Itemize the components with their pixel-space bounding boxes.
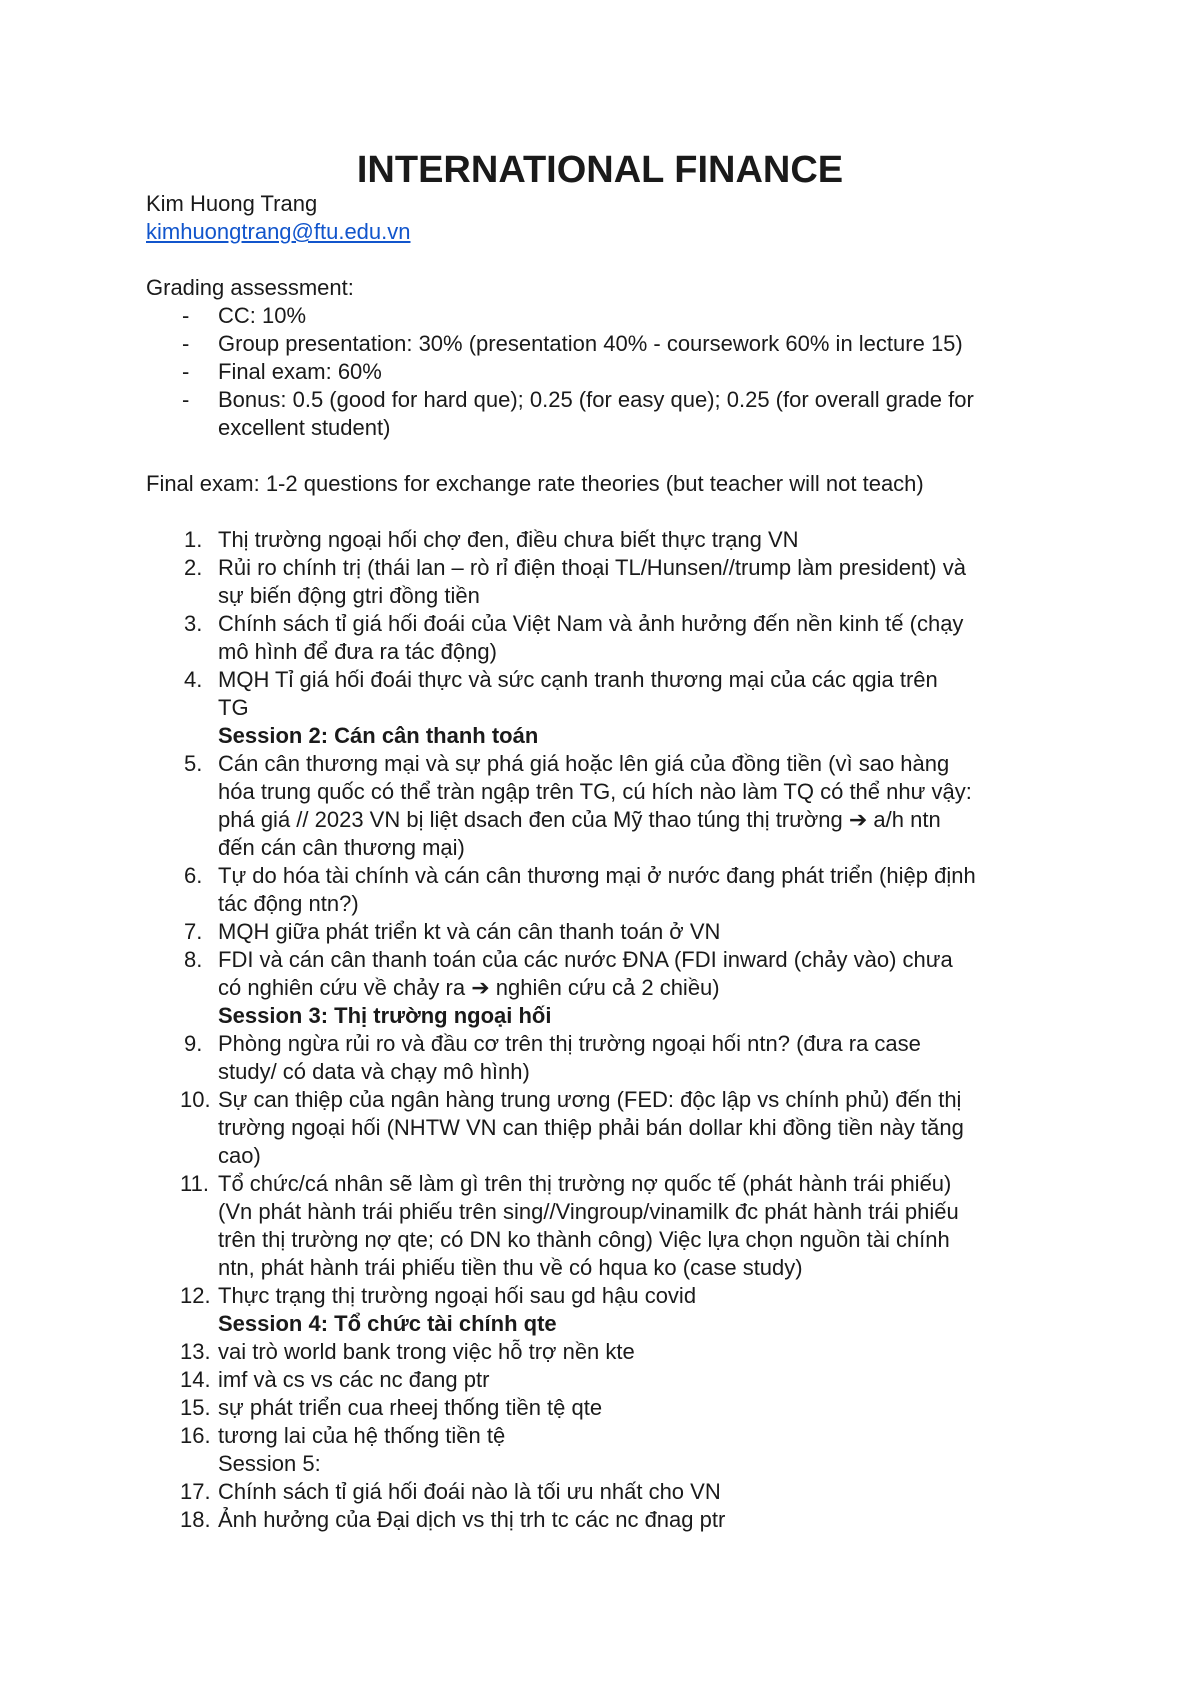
- list-item-text: đến cán cân thương mại): [218, 835, 465, 860]
- list-item-text: Cán cân thương mại và sự phá giá hoặc lên giá của đồng tiền (vì sao hàng: [218, 751, 950, 776]
- list-item-text: Phòng ngừa rủi ro và đầu cơ trên thị trường ngoại hối ntn? (đưa ra case: [218, 1031, 921, 1056]
- list-item: [146, 1338, 1066, 1366]
- list-marker: 2.: [184, 555, 203, 580]
- list-marker: 9.: [184, 1031, 203, 1056]
- list-marker: 8.: [184, 947, 203, 972]
- list-item: [146, 330, 1066, 358]
- list-item: [146, 1366, 1066, 1394]
- list-marker: 14.: [180, 1367, 211, 1392]
- list-item-text: Final exam: 60%: [218, 359, 382, 384]
- list-item-text: excellent student): [218, 415, 391, 440]
- list-item-text: FDI và cán cân thanh toán của các nước ĐNA (FDI inward (chảy vào) chưa: [218, 947, 953, 972]
- list-item-text: phá giá // 2023 VN bị liệt dsach đen của Mỹ thao túng thị trường ➔ a/h ntn: [218, 807, 941, 832]
- list-item: [146, 862, 1066, 918]
- list-item: [146, 1170, 1066, 1282]
- blank-line: [146, 442, 1066, 470]
- session-heading: Session 4: Tổ chức tài chính qte: [218, 1311, 557, 1336]
- list-item-text: Thị trường ngoại hối chợ đen, điều chưa biết thực trạng VN: [218, 527, 799, 552]
- grading-list: [146, 302, 1066, 442]
- list-marker: 1.: [184, 527, 203, 552]
- list-item-text: TG: [218, 695, 249, 720]
- list-item-text: CC: 10%: [218, 303, 307, 328]
- list-marker: 5.: [184, 751, 203, 776]
- list-item-text: Group presentation: 30% (presentation 40% - coursework 60% in lecture 15): [218, 331, 963, 356]
- list-item-text: hóa trung quốc có thể tràn ngập trên TG, cú hích nào làm TQ có thể như vậy:: [218, 779, 972, 804]
- list-marker: 18.: [180, 1507, 211, 1532]
- list-item-text: có nghiên cứu về chảy ra ➔ nghiên cứu cả 2 chiều): [218, 975, 720, 1000]
- list-item: [146, 1506, 1066, 1534]
- blank-line: [146, 498, 1066, 526]
- list-item-text: Rủi ro chính trị (thái lan – rò rỉ điện thoại TL/Hunsen//trump làm president) và: [218, 555, 966, 580]
- list-item: [146, 610, 1066, 666]
- list-item: [146, 946, 1066, 1002]
- list-item-text: ntn, phát hành trái phiếu tiền thu về có hqua ko (case study): [218, 1255, 803, 1280]
- list-marker: -: [182, 331, 190, 356]
- list-item: [146, 386, 1066, 442]
- list-item-text: Tự do hóa tài chính và cán cân thương mại ở nước đang phát triển (hiệp định: [218, 863, 976, 888]
- list-item: [146, 1030, 1066, 1086]
- list-item: [146, 1422, 1066, 1450]
- list-marker: 6.: [184, 863, 203, 888]
- list-item-text: mô hình để đưa ra tác động): [218, 639, 497, 664]
- list-item: [146, 750, 1066, 862]
- list-item-text: cao): [218, 1143, 261, 1168]
- list-item-text: sự biến động gtri đồng tiền: [218, 583, 480, 608]
- list-item-text: Sự can thiệp của ngân hàng trung ương (FED: độc lập vs chính phủ) đến thị: [218, 1087, 962, 1112]
- list-item-text: MQH giữa phát triển kt và cán cân thanh toán ở VN: [218, 919, 721, 944]
- list-item: [146, 666, 1066, 722]
- list-item: [146, 1394, 1066, 1422]
- list-marker: 3.: [184, 611, 203, 636]
- session-heading: Session 2: Cán cân thanh toán: [218, 723, 539, 748]
- list-item: [146, 1086, 1066, 1170]
- list-marker: 12.: [180, 1283, 211, 1308]
- list-marker: -: [182, 303, 190, 328]
- list-marker: -: [182, 387, 190, 412]
- list-item: [146, 1282, 1066, 1310]
- list-item-text: trên thị trường nợ qte; có DN ko thành công) Việc lựa chọn nguồn tài chính: [218, 1227, 950, 1252]
- list-item-text: study/ có data và chạy mô hình): [218, 1059, 530, 1084]
- session-heading: Session 5:: [218, 1451, 321, 1476]
- author-name: Kim Huong Trang: [146, 191, 318, 216]
- list-item-text: tác động ntn?): [218, 891, 359, 916]
- final-exam-note: Final exam: 1-2 questions for exchange rate theories (but teacher will not teach): [146, 471, 924, 496]
- document-title: INTERNATIONAL FINANCE: [356, 149, 844, 191]
- document-body: [146, 190, 1066, 1534]
- list-marker: 11.: [180, 1171, 209, 1196]
- list-marker: 10.: [180, 1087, 211, 1112]
- list-item: [146, 358, 1066, 386]
- session-heading: Session 3: Thị trường ngoại hối: [218, 1003, 552, 1028]
- list-item-text: imf và cs vs các nc đang ptr: [218, 1367, 490, 1392]
- topic-list: [146, 526, 1066, 1534]
- list-marker: 7.: [184, 919, 203, 944]
- list-item-text: MQH Tỉ giá hối đoái thực và sức cạnh tranh thương mại của các qgia trên: [218, 667, 938, 692]
- list-marker: 17.: [180, 1479, 211, 1504]
- list-item-text: Tổ chức/cá nhân sẽ làm gì trên thị trường nợ quốc tế (phát hành trái phiếu): [218, 1171, 952, 1196]
- list-marker: 15.: [180, 1395, 211, 1420]
- list-item-text: sự phát triển cua rheej thống tiền tệ qte: [218, 1395, 603, 1420]
- list-item-text: Bonus: 0.5 (good for hard que); 0.25 (for easy que); 0.25 (for overall grade for: [218, 387, 974, 412]
- list-item: [146, 918, 1066, 946]
- list-item-text: tương lai của hệ thống tiền tệ: [218, 1423, 506, 1448]
- list-marker: 16.: [180, 1423, 211, 1448]
- list-item: [146, 302, 1066, 330]
- list-item-text: trường ngoại hối (NHTW VN can thiệp phải bán dollar khi đồng tiền này tăng: [218, 1115, 964, 1140]
- list-item: [146, 554, 1066, 610]
- list-item-text: vai trò world bank trong việc hỗ trợ nền kte: [218, 1339, 635, 1364]
- email-link[interactable]: kimhuongtrang@ftu.edu.vn: [146, 219, 411, 244]
- list-marker: 13.: [180, 1339, 211, 1364]
- list-item-text: Thực trạng thị trường ngoại hối sau gd hậu covid: [218, 1283, 697, 1308]
- list-marker: 4.: [184, 667, 203, 692]
- list-marker: -: [182, 359, 190, 384]
- list-item: [146, 526, 1066, 554]
- list-item-text: Chính sách tỉ giá hối đoái nào là tối ưu nhất cho VN: [218, 1479, 721, 1504]
- list-item-text: Ảnh hưởng của Đại dịch vs thị trh tc các nc đnag ptr: [218, 1507, 726, 1532]
- grading-heading: Grading assessment:: [146, 275, 354, 300]
- blank-line: [146, 246, 1066, 274]
- list-item-text: (Vn phát hành trái phiếu trên sing//Vingroup/vinamilk đc phát hành trái phiếu: [218, 1199, 959, 1224]
- list-item: [146, 1478, 1066, 1506]
- list-item-text: Chính sách tỉ giá hối đoái của Việt Nam và ảnh hưởng đến nền kinh tế (chạy: [218, 611, 964, 636]
